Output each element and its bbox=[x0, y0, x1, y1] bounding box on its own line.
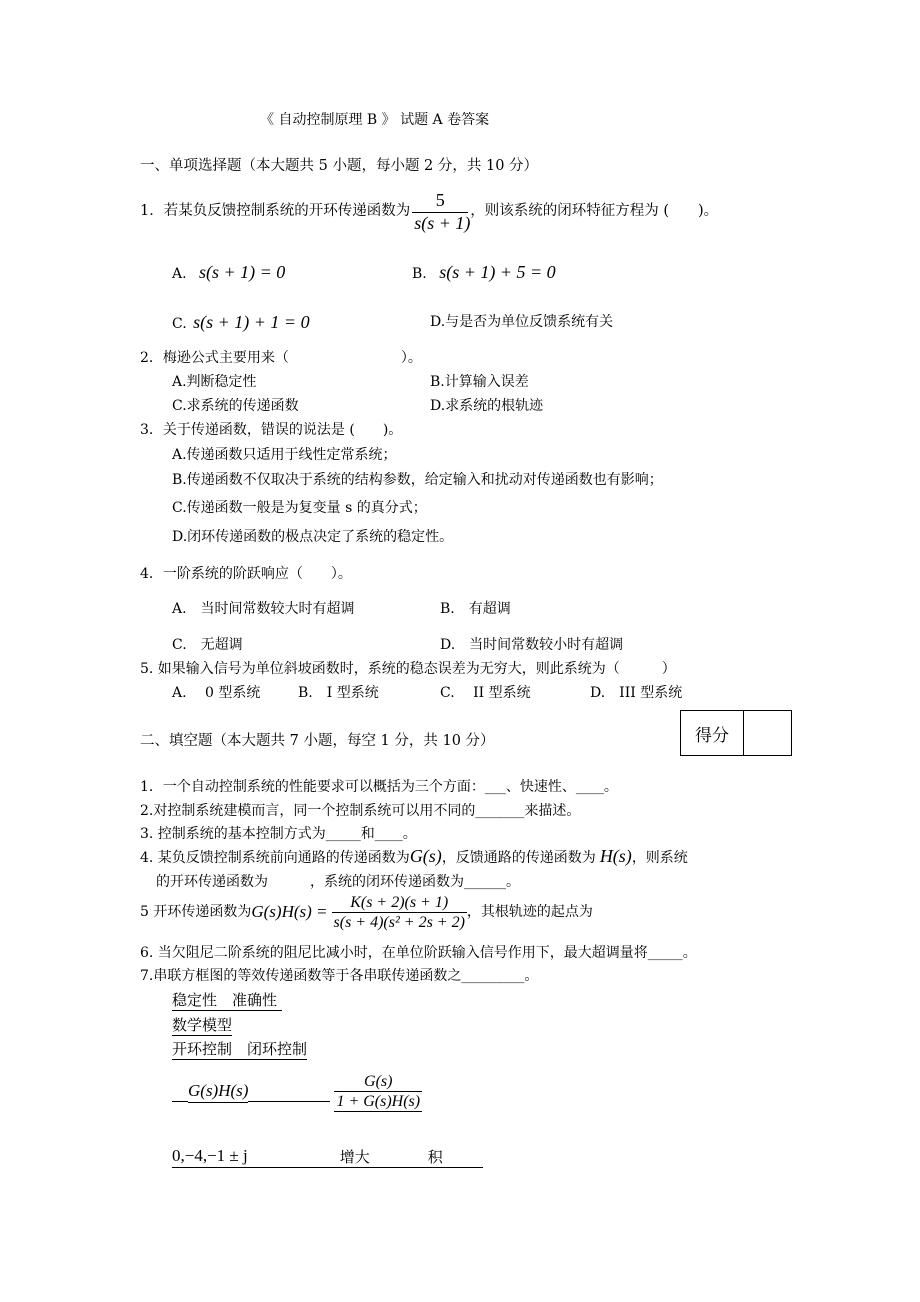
fill-q6: 6. 当欠阻尼二阶系统的阻尼比减小时，在单位阶跃输入信号作用下，最大超调量将_____。 bbox=[140, 945, 697, 961]
fill-q5-num: K(s + 2)(s + 1) bbox=[332, 893, 467, 913]
q3-option-d: D.闭环传递函数的极点决定了系统的稳定性。 bbox=[172, 529, 454, 545]
fill-q5-prefix: 5 开环传递函数为 bbox=[140, 904, 252, 921]
answer-4 bbox=[172, 1072, 422, 1112]
q1-option-b bbox=[412, 262, 556, 284]
fill-q4-text-a: 4. 某负反馈控制系统前向通路的传递函数为 bbox=[140, 850, 410, 866]
answer-4-closed-den: 1 + G(s)H(s) bbox=[334, 1092, 422, 1112]
fill-q7: 7.串联方框图的等效传递函数等于各串联传递函数之_________。 bbox=[140, 968, 539, 984]
q1-option-a bbox=[172, 262, 285, 284]
score-label: 得分 bbox=[681, 711, 744, 755]
answer-6: 增大 bbox=[339, 1148, 370, 1167]
fill-q4-line1 bbox=[140, 846, 688, 868]
answer-2-text: 数学模型 bbox=[172, 1016, 233, 1034]
q1-fraction bbox=[412, 190, 471, 234]
score-value-field[interactable] bbox=[744, 711, 791, 755]
answer-4-closed bbox=[334, 1072, 422, 1112]
q2-option-d: D.求系统的根轨迹 bbox=[430, 398, 544, 414]
q1-stem bbox=[140, 190, 718, 234]
q3-stem: 3．关于传递函数，错误的说法是 ( )。 bbox=[140, 422, 403, 438]
answer-1 bbox=[172, 991, 282, 1009]
q4-option-d: D. 当时间常数较小时有超调 bbox=[440, 637, 624, 653]
fill-q4-line2: 的开环传递函数为 ，系统的闭环传递函数为______。 bbox=[156, 874, 520, 890]
q1-option-d: D.与是否为单位反馈系统有关 bbox=[430, 314, 614, 330]
answer-4-lead bbox=[172, 1082, 188, 1102]
q3-option-a: A.传递函数只适用于线性定常系统； bbox=[172, 447, 397, 463]
q4-option-c: C. 无超调 bbox=[172, 637, 243, 653]
answer-1-gap bbox=[217, 991, 232, 1011]
answer-4-closed-num: G(s) bbox=[334, 1072, 422, 1092]
answer-5-gap bbox=[248, 1148, 340, 1168]
fill-q4-h: H(s) bbox=[599, 846, 632, 866]
fill-q4-text-b: ，反馈通路的传递函数为 bbox=[441, 850, 596, 866]
q2-option-c: C.求系统的传递函数 bbox=[172, 398, 299, 414]
score-box bbox=[680, 710, 792, 756]
page-title: 《 自动控制原理 B 》 试题 A 卷答案 bbox=[260, 112, 490, 128]
q1-option-a-label: A. bbox=[172, 266, 187, 282]
q1-option-b-label: B. bbox=[412, 266, 427, 282]
section1-heading: 一、单项选择题（本大题共 5 小题，每小题 2 分，共 10 分） bbox=[140, 158, 539, 174]
q1-prefix: 1．若某负反馈控制系统的开环传递函数为 bbox=[140, 203, 411, 220]
answer-5-7 bbox=[172, 1146, 483, 1168]
q1-option-c-label: C. bbox=[172, 316, 187, 332]
q5-option-c: C. II 型系统 bbox=[440, 685, 531, 701]
q3-option-c: C.传递函数一般是为复变量 s 的真分式； bbox=[172, 500, 427, 516]
q2-stem: 2．梅逊公式主要用来（ ）。 bbox=[140, 350, 422, 366]
q5-option-a: A. 0 型系统 bbox=[172, 685, 261, 701]
q1-frac-den: s(s + 1) bbox=[414, 212, 471, 233]
answer-1-tail bbox=[277, 991, 282, 1011]
q3-option-b: B.传递函数不仅取决于系统的结构参数，给定输入和扰动对传递函数也有影响； bbox=[172, 472, 663, 488]
q1-option-c-math: s(s + 1) + 1 = 0 bbox=[193, 312, 310, 332]
answer-7-tail bbox=[443, 1148, 483, 1168]
answer-4-open: G(s)H(s) bbox=[188, 1081, 248, 1103]
answer-4-gap bbox=[248, 1082, 330, 1102]
answer-3 bbox=[172, 1040, 307, 1058]
answer-1-a: 稳定性 bbox=[172, 991, 218, 1009]
q4-stem: 4．一阶系统的阶跃响应（ ）。 bbox=[140, 566, 352, 582]
fill-q5-lhs: G(s)H(s) = bbox=[251, 902, 328, 922]
q4-option-b: B. 有超调 bbox=[440, 601, 511, 617]
q1-frac-num: 5 bbox=[412, 190, 468, 213]
q5-stem: 5. 如果输入信号为单位斜坡函数时，系统的稳态误差为无穷大，则此系统为（ ） bbox=[140, 661, 676, 677]
answer-3-a: 开环控制 bbox=[172, 1040, 233, 1058]
section2-heading: 二、填空题（本大题共 7 小题，每空 1 分，共 10 分） bbox=[140, 733, 495, 749]
answer-2 bbox=[172, 1016, 232, 1034]
answer-1-b: 准确性 bbox=[232, 991, 278, 1009]
fill-q5-suffix: ，其根轨迹的起点为 bbox=[466, 904, 593, 921]
fill-q5 bbox=[140, 893, 593, 932]
q5-option-d: D. III 型系统 bbox=[590, 685, 683, 701]
q2-option-a: A.判断稳定性 bbox=[172, 374, 257, 390]
q1-option-b-math: s(s + 1) + 5 = 0 bbox=[439, 262, 556, 282]
fill-q5-den: s(s + 4)(s² + 2s + 2) bbox=[333, 914, 465, 932]
q2-option-b: B.计算输入误差 bbox=[430, 374, 529, 390]
q5-option-b: B. I 型系统 bbox=[298, 685, 379, 701]
q1-option-a-math: s(s + 1) = 0 bbox=[199, 262, 286, 282]
fill-q4-text-c: ，则系统 bbox=[631, 850, 688, 866]
q4-option-a: A. 当时间常数较大时有超调 bbox=[172, 601, 355, 617]
answer-5: 0,−4,−1 ± j bbox=[172, 1146, 248, 1168]
q1-suffix: ，则该系统的闭环特征方程为 ( )。 bbox=[470, 203, 719, 220]
fill-q2: 2.对控制系统建模而言，同一个控制系统可以用不同的_______来描述。 bbox=[140, 803, 581, 819]
q1-option-c bbox=[172, 312, 310, 334]
answer-6-gap bbox=[370, 1148, 428, 1168]
fill-q5-fraction bbox=[332, 893, 467, 932]
fill-q3: 3. 控制系统的基本控制方式为_____和____。 bbox=[140, 826, 417, 842]
fill-q4-g: G(s) bbox=[409, 846, 442, 866]
answer-3-b: 闭环控制 bbox=[247, 1040, 308, 1058]
answer-7: 积 bbox=[427, 1148, 443, 1167]
fill-q1: 1．一个自动控制系统的性能要求可以概括为三个方面：___、快速性、____。 bbox=[140, 779, 618, 795]
answer-3-gap bbox=[232, 1040, 247, 1060]
